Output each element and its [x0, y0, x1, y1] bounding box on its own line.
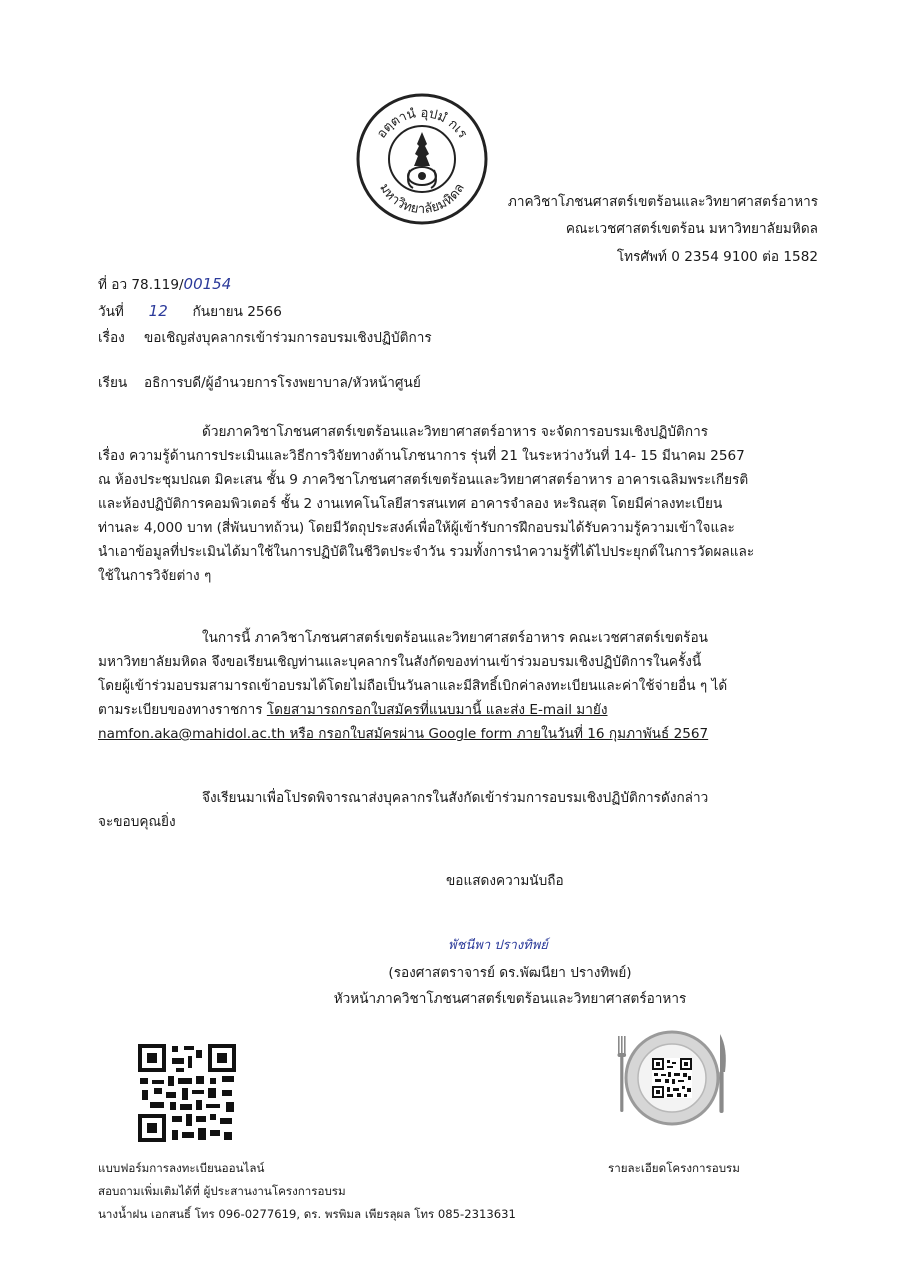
contact-email-link[interactable]: namfon.aka@mahidol.ac.th หรือ กรอกใบสมัครผ่าน Google form ภายในวันที่ 16 กุมภาพันธ์ 2567: [98, 726, 709, 742]
paragraph-line: ด้วยภาควิชาโภชนศาสตร์เขตร้อนและวิทยาศาสตร์อาหาร จะจัดการอบรมเชิงปฏิบัติการ: [202, 424, 709, 440]
paragraph-line: ณ ห้องประชุมปณต มิคะเสน ชั้น 9 ภาควิชาโภชนศาสตร์เขตร้อนและวิทยาศาสตร์อาหาร อาคารเฉลิมพระเกียรติ: [98, 472, 749, 488]
qr-code-icon: [138, 1044, 236, 1142]
department-phone: โทรศัพท์ 0 2354 9100 ต่อ 1582: [616, 249, 818, 265]
registration-qr-code[interactable]: [138, 1044, 236, 1142]
seal-motto: อตฺตานํ อุปมํ กเร: [374, 105, 470, 142]
paragraph-line: และห้องปฏิบัติการคอมพิวเตอร์ ชั้น 2 งานเทคโนโลยีสารสนเทศ อาคารจำลอง หะริณสุต โดยมีค่าลงทะเบียน: [98, 496, 723, 512]
department-name: ภาควิชาโภชนศาสตร์เขตร้อนและวิทยาศาสตร์อาหาร: [507, 194, 818, 210]
date-label: วันที่: [98, 304, 124, 320]
paragraph-line: มหาวิทยาลัยมหิดล จึงขอเรียนเชิญท่านและบุคลากรในสังกัดของท่านเข้าร่วมอบรมเชิงปฏิบัติการในครั้งนี้: [98, 654, 702, 670]
seal-university-name: มหาวิทยาลัยมหิดล: [376, 181, 468, 218]
contact-phones: นางน้ำฝน เอกสนธิ์ โทร 096-0277619, ดร. พรพิมล เพียรลุผล โทร 085-2313631: [98, 1207, 516, 1221]
date-month-year: กันยายน 2566: [192, 304, 282, 320]
paragraph-line: เรื่อง ความรู้ด้านการประเมินและวิธีการวิจัยทางด้านโภชนาการ รุ่นที่ 21 ในระหว่างวันที่ 14- 15 มีนาคม 2567: [98, 448, 745, 464]
reference-line: [98, 275, 231, 295]
signatory-name: (รองศาสตราจารย์ ดร.พัฒนียา ปรางทิพย์): [388, 965, 632, 981]
addressee-text: อธิการบดี/ผู้อำนวยการโรงพยาบาล/หัวหน้าศูนย์: [144, 375, 421, 391]
application-instruction: โดยสามารถกรอกใบสมัครที่แนบมานี้ และส่ง E-mail มายัง: [266, 702, 608, 718]
reference-label: ที่ อว 78.119/: [98, 277, 184, 293]
signatory-position: หัวหน้าภาควิชาโภชนศาสตร์เขตร้อนและวิทยาศาสตร์อาหาร: [333, 991, 687, 1007]
body-paragraph-2: [98, 626, 818, 746]
paragraph-line: จึงเรียนมาเพื่อโปรดพิจารณาส่งบุคลากรในสังกัดเข้าร่วมการอบรมเชิงปฏิบัติการดังกล่าว: [202, 790, 709, 806]
date-line: [98, 302, 282, 322]
svg-text:มหาวิทยาลัยมหิดล: [376, 181, 467, 217]
subject-text: ขอเชิญส่งบุคลากรเข้าร่วมการอบรมเชิงปฏิบัติการ: [144, 330, 432, 346]
seal-emblem-icon: [355, 92, 489, 226]
signature: พัชนีพา ปรางทิพย์: [448, 938, 548, 953]
addressee-label: เรียน: [98, 375, 128, 391]
paragraph-text: ตามระเบียบของทางราชการ: [98, 702, 267, 718]
contact-heading: สอบถามเพิ่มเติมได้ที่ ผู้ประสานงานโครงการอบรม: [98, 1184, 346, 1198]
university-seal: [355, 92, 489, 226]
paragraph-line: ใช้ในการวิจัยต่าง ๆ: [98, 568, 212, 584]
subject-label: เรื่อง: [98, 330, 125, 346]
faculty-name: คณะเวชศาสตร์เขตร้อน มหาวิทยาลัยมหิดล: [565, 221, 818, 237]
body-paragraph-3: [98, 786, 818, 834]
plate-with-cutlery-icon: [612, 1022, 736, 1146]
registration-qr-caption: แบบฟอร์มการลงทะเบียนออนไลน์: [98, 1161, 265, 1175]
addressee-line: [98, 374, 421, 393]
project-details-caption: รายละเอียดโครงการอบรม: [608, 1161, 740, 1175]
project-details-qr-plate[interactable]: [612, 1022, 736, 1146]
paragraph-line: ท่านละ 4,000 บาท (สี่พันบาทถ้วน) โดยมีวัตถุประสงค์เพื่อให้ผู้เข้ารับการฝึกอบรมได้รับความรู้ความเข้าใจและ: [98, 520, 735, 536]
reference-number: 00154: [183, 275, 232, 293]
date-day: 12: [148, 302, 168, 320]
paragraph-line: จะขอบคุณยิ่ง: [98, 814, 176, 830]
paragraph-line: นำเอาข้อมูลที่ประเมินได้มาใช้ในการปฏิบัติในชีวิตประจำวัน รวมทั้งการนำความรู้ที่ได้ไปประยุกต์ในการวัดผลและ: [98, 544, 755, 560]
paragraph-line: [98, 698, 818, 722]
closing-regards: ขอแสดงความนับถือ: [446, 873, 564, 889]
paragraph-line: ในการนี้ ภาควิชาโภชนศาสตร์เขตร้อนและวิทยาศาสตร์อาหาร คณะเวชศาสตร์เขตร้อน: [202, 630, 708, 646]
paragraph-line: โดยผู้เข้าร่วมอบรมสามารถเข้าอบรมได้โดยไม่ถือเป็นวันลาและมีสิทธิ์เบิกค่าลงทะเบียนและค่าใช้จ่ายอื่น ๆ ได้: [98, 678, 728, 694]
body-paragraph-1: [98, 420, 818, 588]
subject-line: [98, 329, 432, 348]
